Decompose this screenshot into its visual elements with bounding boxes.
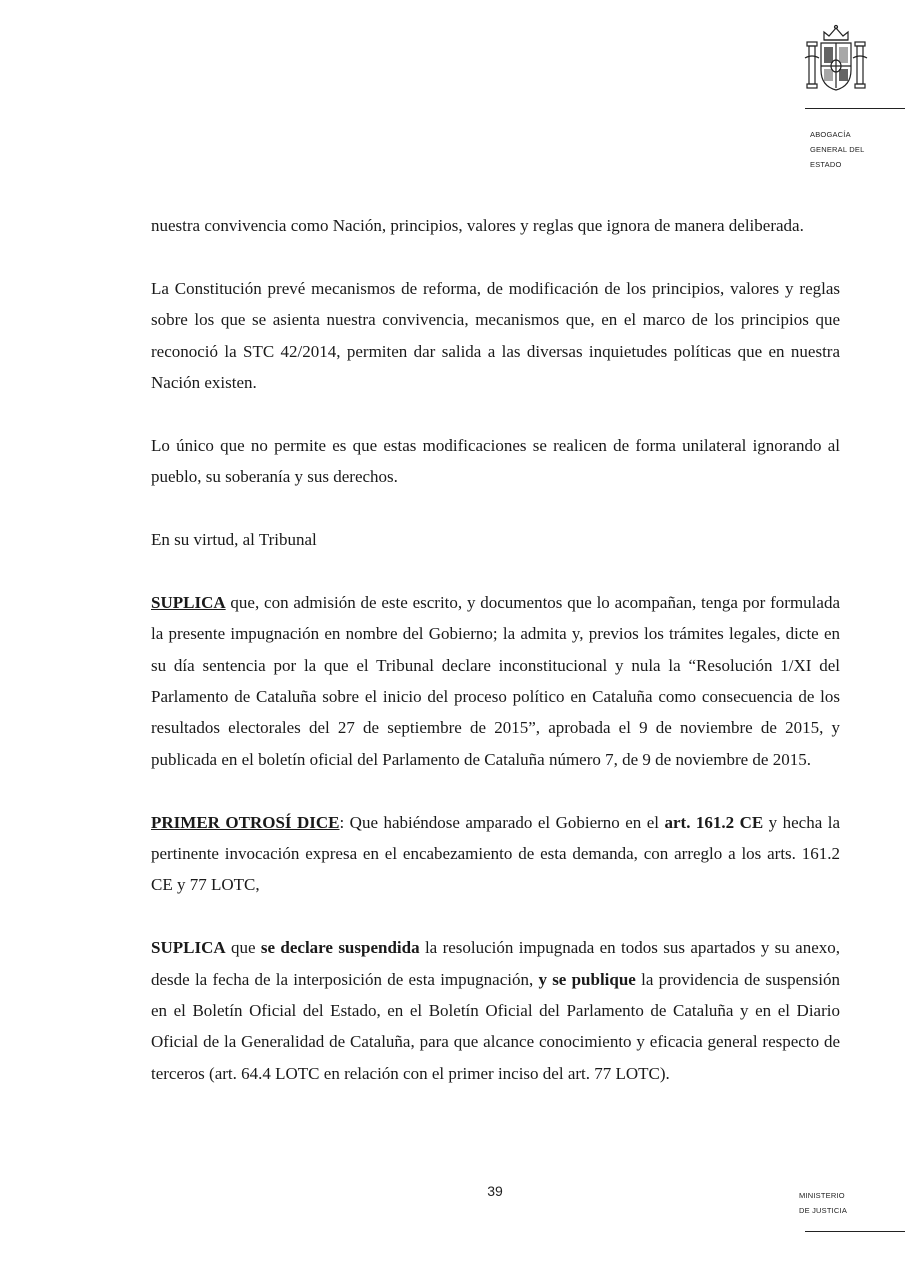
ministry-label: MINISTERIO DE JUSTICIA <box>799 1191 848 1215</box>
page-number: 39 <box>487 1183 503 1199</box>
primer-otrosi-heading: PRIMER OTROSÍ DICE <box>151 812 340 832</box>
document-body <box>151 210 840 1121</box>
paragraph-primer-otrosi: PRIMER OTROSÍ DICE: Que habiéndose amparado el Gobierno en el art. 161.2 CE y hecha la pertinente invocación expresa en el encabezamiento de esta demanda, con arreglo a los arts. 161.2 CE y 77 LOTC, <box>151 812 840 895</box>
suplica-heading-2: SUPLICA <box>151 938 226 958</box>
header-rule <box>805 108 905 109</box>
paragraph-4: En su virtud, al Tribunal <box>151 530 317 550</box>
paragraph-1: nuestra convivencia como Nación, principios, valores y reglas que ignora de manera deliberada. <box>151 216 804 235</box>
paragraph-suplica: SUPLICA que, con admisión de este escrito, y documentos que lo acompañan, tenga por formulada la presente impugnación en nombre del Gobierno; la admita y, previos los trámites legales, dicte en su día sentencia por la que el Tribunal declare inconstitucional y nula la “Resolución 1/XI del Parlamento de Cataluña sobre el inicio del proceso político en Cataluña como consecuencia de los resultados electorales del 27 de septiembre de 2015”, aprobada el 9 de noviembre de 2015, y publicada en el boletín oficial del Parlamento de Cataluña número 7, de 9 de noviembre de 2015. <box>151 592 840 769</box>
paragraph-3: Lo único que no permite es que estas modificaciones se realicen de forma unilateral ignorando al pueblo, su soberanía y sus derechos. <box>151 435 840 487</box>
footer-rule <box>805 1231 905 1232</box>
paragraph-2: La Constitución prevé mecanismos de reforma, de modificación de los principios, valores y reglas sobre los que se asienta nuestra convivencia, mecanismos que, en el marco de los principios que reconoció la STC 42/2014, permiten dar salida a las diversas inquietudes políticas que en nuestra Nación existen. <box>151 278 840 393</box>
paragraph-suplica-suspension: SUPLICA que se declare suspendida la resolución impugnada en todos sus apartados y su anexo, desde la fecha de la interposición de esta impugnación, y se publique la providencia de suspensión en el Boletín Oficial del Estado, en el Boletín Oficial del Parlamento de Cataluña y en el Diario Oficial de la Generalidad de Cataluña, para que alcance conocimiento y eficacia general respecto de terceros (art. 64.4 LOTC en relación con el primer inciso del art. 77 LOTC). <box>151 938 840 1083</box>
suplica-heading: SUPLICA <box>151 592 226 612</box>
agency-label: ABOGACÍA GENERAL DEL ESTADO <box>810 130 865 169</box>
coat-of-arms-icon <box>803 24 869 94</box>
